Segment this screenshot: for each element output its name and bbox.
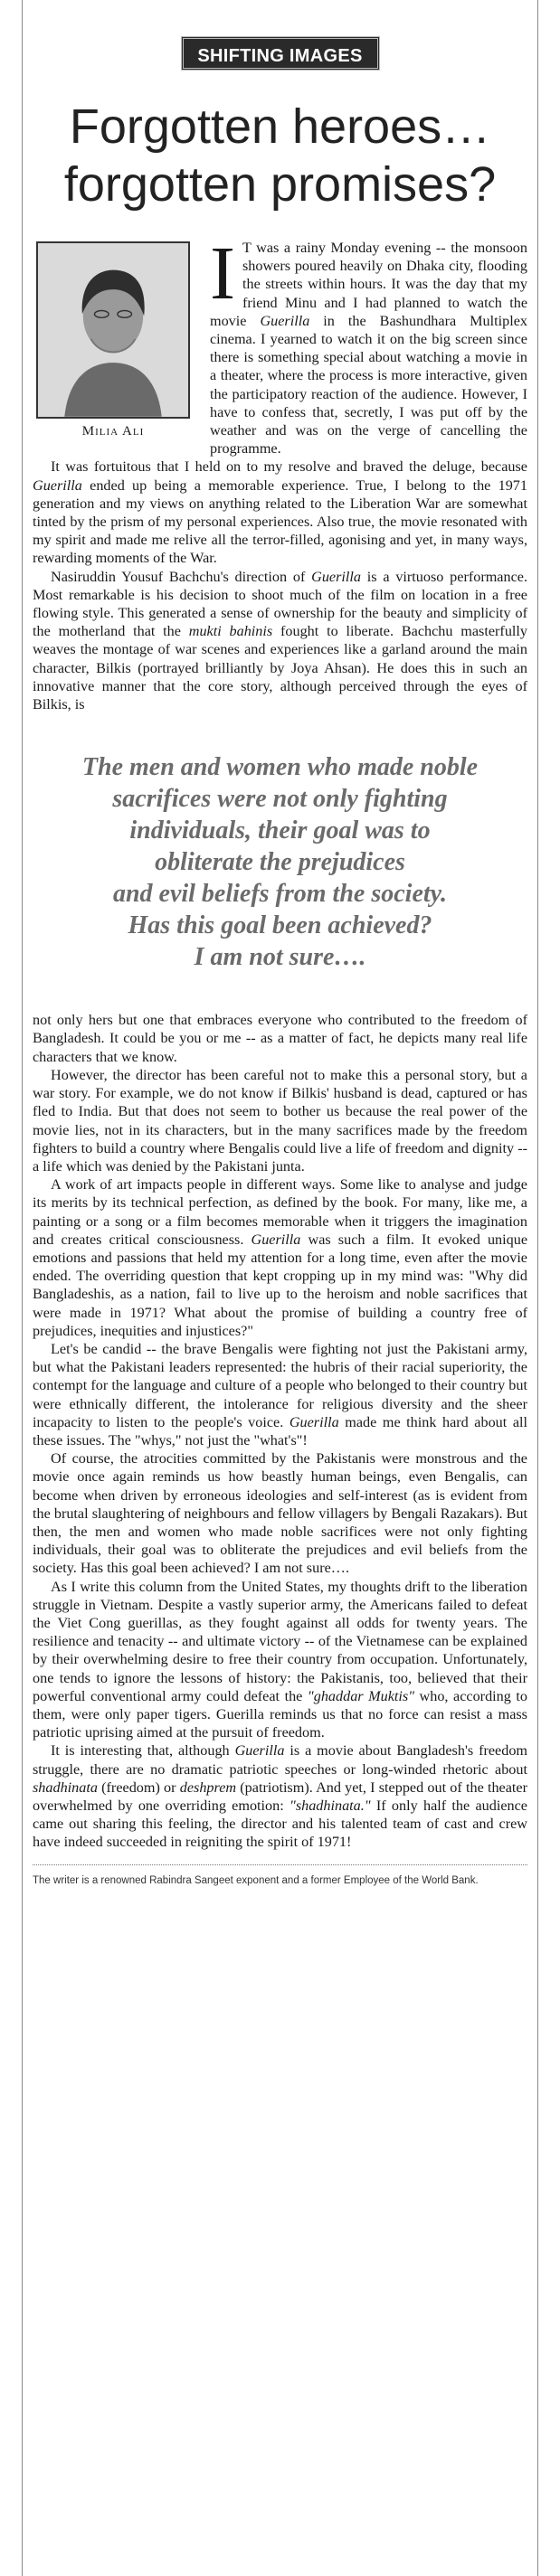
paragraph-6: A work of art impacts people in different ways. Some like to analyse and judge its merits by its technical perfection, as defined by the book. For many, like me, a painting or a song or a film becomes memorable when it triggers the imagination and creates critical consciousness. Guerilla was such a film. It evoked unique emotions and passions that held my attention for a long time, even after the movie ended. The overriding question that kept cropping up in my mind was: "Why did Bangladeshis, as a nation, fail to live up to the heroism and noble sacrifices that were made in 1971? What about the promise of building a country free of prejudices, inequities and injustices?" <box>33 1176 528 1339</box>
paragraph-1: I T was a rainy Monday evening -- the monsoon showers poured heavily on Dhaka city, flooding the streets within hours. It was the day that my friend Minu and I had planned to watch the movie Guerilla in the Bashundhara Multiplex cinema. I yearned to watch it on the big screen since there is something special about watching a movie in a theater, where the process is more interactive, given the participatory reaction of the audience. However, I have to confess that, secretly, I was put off by the weather and was on the verge of cancelling the programme. <box>210 231 527 458</box>
paragraph-5: However, the director has been careful not to make this a personal story, but a war story. For example, we do not know if Bilkis' husband is dead, captured or has fled to India. But that does not seem to bother us because the real power of the movie lies, not in its characters, but in the many sacrifices made by the freedom fighters to build a country where Bengalis could live a life of freedom and dignity -- a life which was denied by the Pakistani junta. <box>33 1066 527 1175</box>
author-bio-footer: The writer is a renowned Rabindra Sangeet exponent and a former Employee of the World Bank. <box>33 1874 479 1886</box>
paragraph-8: Of course, the atrocities committed by the Pakistanis were monstrous and the movie once again reminds us how beastly human beings, even Bengalis, can become when driven by erroneous ideologies and self-interest (as is evident from the brutal slaughtering of neighbours and fellow villagers by Bengali Razakars). But then, the men and women who made noble sacrifices were not only fighting individuals, their goal was to obliterate the prejudices and evil beliefs from the society. Has this goal been achieved? I am not sure…. <box>33 1450 527 1577</box>
paragraph-2: It was fortuitous that I held on to my resolve and braved the deluge, because Guerilla ended up being a memorable experience. True, I belong to the 1971 generation and my views on anything related to the Liberation War are somewhat tinted by the prism of my personal experiences. Also true, the movie resonated with my spirit and made me relive all the terror-filled, agonising and yet, in many ways, rewarding moments of the War. <box>33 458 527 567</box>
paragraph-9: As I write this column from the United States, my thoughts drift to the liberation struggle in Vietnam. Despite a vastly superior army, the Americans failed to defeat the Viet Cong guerillas, as they fought against all odds for twenty years. The resilience and tenacity -- and ultimate victory -- of the Vietnamese can be explained by their overwhelming desire to free their country from occupation. Unfortunately, one tends to ignore the lessons of history: the Pakistanis, too, believed that their powerful conventional army could defeat the "ghaddar Muktis" who, according to them, were only paper tigers. Guerilla reminds us that no force can resist a mass patriotic uprising aimed at the pursuit of freedom. <box>33 1578 527 1741</box>
headline-line-2: forgotten promises? <box>63 157 497 212</box>
article-body <box>33 231 528 1852</box>
pull-quote-line: and evil beliefs from the society. <box>112 880 448 909</box>
pull-quote-line: I am not sure…. <box>194 943 366 972</box>
pull-quote-line: sacrifices were not only fighting <box>112 785 448 814</box>
paragraph-3: Nasiruddin Yousuf Bachchu's direction of Guerilla is a virtuoso performance. Most remarkable is his decision to shoot much of the film on location in a free flowing style. This generated a sense of ownership for the beauty and simplicity of the motherland that the mukti bahinis fought to liberate. Bachchu masterfully weaves the montage of war scenes and experiences like a garland around the main character, Bilkis (portrayed brilliantly by Joya Ahsan). He does this in such an innovative manner that the core story, although perceived through the eyes of Bilkis, is <box>33 568 527 713</box>
paragraph-7: Let's be candid -- the brave Bengalis were fighting not just the Pakistani army, but what the Pakistani leaders represented: the hubris of their racial superiority, the contempt for the language and culture of a people who belonged to their country but were ethnically different, the intolerance for religious diversity and the sheer incapacity to listen to the people's voice. Guerilla made me think hard about all these issues. The "whys," not just the "what's"! <box>33 1340 527 1448</box>
drop-cap: I <box>210 231 235 316</box>
article-page <box>33 0 527 1887</box>
paragraph-4: not only hers but one that embraces everyone who contributed to the freedom of Bangladesh. It could be you or me -- as a matter of fact, he depicts many real life characters that we know. <box>33 1012 527 1065</box>
author-photo <box>36 241 190 419</box>
headline-line-1: Forgotten heroes… <box>69 99 491 154</box>
pull-quote-line: obliterate the prejudices <box>155 848 405 877</box>
pull-quote-line: individuals, their goal was to <box>129 816 431 845</box>
author-box <box>33 241 194 440</box>
pull-quote-line: Has this goal been achieved? <box>128 911 432 940</box>
pull-quote <box>33 751 527 973</box>
footer-divider <box>33 1864 527 1865</box>
paragraph-10: It is interesting that, although Guerilla is a movie about Bangladesh's freedom struggle, there are no dramatic patriotic speeches or long-winded rhetoric about shadhinata (freedom) or deshprem (patriotism). And yet, I stepped out of the theater overwhelmed by one overriding emotion: "shadhinata." If only half the audience came out sharing this feeling, the director and his talented team of cast and crew have indeed succeeded in reigniting the spirit of 1971! <box>33 1742 528 1851</box>
section-tag: SHIFTING IMAGES <box>181 36 380 71</box>
headline <box>33 98 527 213</box>
pull-quote-line: The men and women who made noble <box>81 753 479 782</box>
author-name: Milia Ali <box>81 424 145 439</box>
